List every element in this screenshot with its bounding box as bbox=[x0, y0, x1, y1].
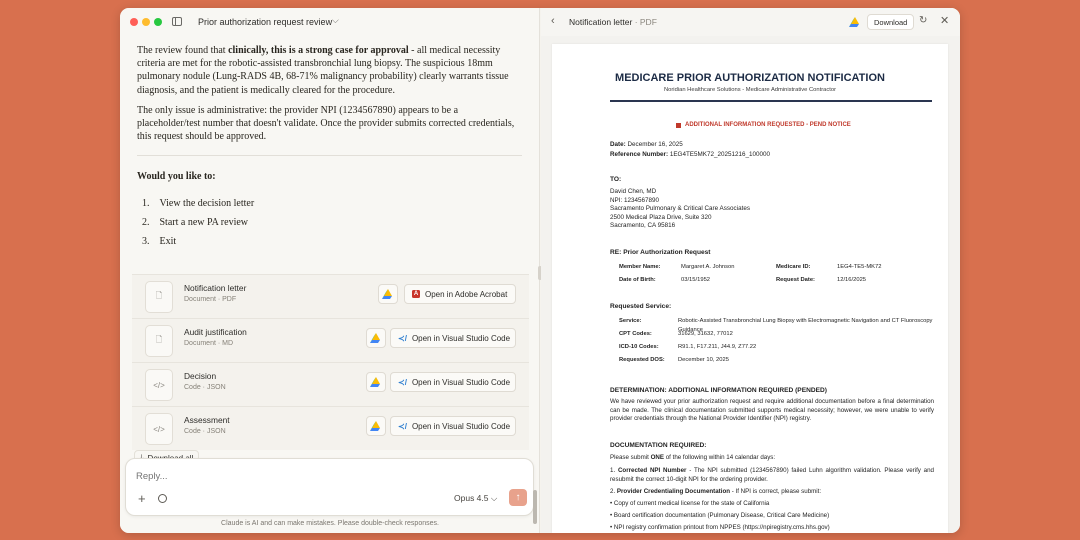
disclaimer: Claude is AI and can make mistakes. Please double-check responses. bbox=[221, 520, 439, 527]
chevron-down-icon[interactable]: ⌵ bbox=[332, 15, 339, 25]
medicare-id: 1EG4-TE5-MK72 bbox=[837, 264, 882, 270]
viewer-file-name: Notification letter bbox=[569, 17, 633, 27]
model-label: Opus 4.5 bbox=[454, 493, 489, 503]
cpt-codes: 31629, 31632, 77012 bbox=[678, 331, 733, 337]
label: CPT Codes: bbox=[619, 331, 652, 337]
viewer-toolbar bbox=[541, 8, 960, 36]
viewer-file-type: · PDF bbox=[634, 17, 657, 27]
to-heading: TO: bbox=[610, 176, 622, 183]
open-label: Open in Visual Studio Code bbox=[411, 377, 511, 387]
determination-text: We have reviewed your prior authorization request and require additional documentation before a final determination can be made. The clinical documentation submitted supports medical necessity; however, we were unable to verify provider credentials through the National Provider Identifier (NPI) registry. bbox=[610, 398, 934, 422]
service-value: Robotic-Assisted Transbronchial Lung Biopsy with Electromagnetic Navigation and CT Fluoroscopy Guidance bbox=[678, 318, 933, 333]
chevron-down-icon: ⌵ bbox=[490, 493, 498, 503]
app-window bbox=[120, 8, 960, 533]
list-label: Exit bbox=[159, 235, 177, 247]
status-text: ADDITIONAL INFORMATION REQUESTED - PEND NOTICE bbox=[685, 122, 851, 128]
document-icon: 🗋 bbox=[145, 281, 173, 313]
date-of-birth: 03/15/1952 bbox=[681, 277, 711, 283]
documentation-item-2 bbox=[610, 488, 934, 497]
model-selector[interactable] bbox=[454, 493, 497, 504]
close-icon[interactable]: ✕ bbox=[940, 15, 950, 27]
chat-title[interactable]: Prior authorization request review bbox=[198, 17, 333, 27]
file-card[interactable] bbox=[132, 318, 529, 362]
minimize-window-button[interactable] bbox=[142, 18, 150, 26]
address-line: Sacramento, CA 95816 bbox=[610, 222, 676, 229]
close-window-button[interactable] bbox=[130, 18, 138, 26]
google-drive-button[interactable] bbox=[366, 416, 386, 436]
icd-codes: R91.1, F17.211, J44.9, Z77.22 bbox=[678, 344, 757, 350]
label: Service: bbox=[619, 318, 642, 324]
history-icon[interactable] bbox=[158, 494, 167, 503]
bold-text: Corrected NPI Number bbox=[617, 467, 687, 474]
text-run: - If NPI is correct, please submit: bbox=[730, 488, 822, 495]
file-meta: Code · JSON bbox=[184, 384, 226, 391]
requested-dos: December 10, 2025 bbox=[678, 357, 729, 363]
google-drive-button[interactable] bbox=[366, 328, 386, 348]
open-in-acrobat-button[interactable] bbox=[404, 284, 516, 304]
address-line: David Chen, MD bbox=[610, 188, 657, 195]
code-icon: </> bbox=[145, 413, 173, 445]
open-in-vscode-button[interactable] bbox=[390, 372, 516, 392]
text-run: 1. bbox=[610, 467, 618, 474]
member-name: Margaret A. Johnson bbox=[681, 264, 735, 270]
chat-panel bbox=[120, 8, 540, 533]
letter-subtitle: Noridian Healthcare Solutions - Medicare Administrative Contractor bbox=[663, 87, 837, 93]
list-item bbox=[142, 194, 522, 213]
google-drive-button[interactable] bbox=[366, 372, 386, 392]
bullet-item: • Board certification documentation (Pulmonary Disease, Critical Care Medicine) bbox=[610, 512, 830, 519]
file-meta: Document · PDF bbox=[184, 296, 237, 303]
back-icon[interactable]: ‹ bbox=[551, 15, 555, 27]
open-label: Open in Adobe Acrobat bbox=[425, 289, 508, 299]
document-viewer bbox=[541, 8, 960, 533]
list-label: View the decision letter bbox=[159, 197, 255, 209]
chat-titlebar bbox=[120, 8, 540, 36]
google-drive-icon[interactable] bbox=[847, 15, 863, 29]
label: Member Name: bbox=[619, 264, 661, 270]
letter-reference bbox=[610, 151, 770, 160]
vscode-icon: ≺/ bbox=[398, 421, 407, 431]
google-drive-icon bbox=[379, 285, 397, 303]
documentation-heading: DOCUMENTATION REQUIRED: bbox=[610, 442, 707, 449]
bullet-item: • Copy of current medical license for the state of California bbox=[610, 500, 770, 507]
documentation-item-1 bbox=[610, 467, 934, 484]
zoom-window-button[interactable] bbox=[154, 18, 162, 26]
file-meta: Code · JSON bbox=[184, 428, 226, 435]
value: 1EG4TE5MK72_20251216_100000 bbox=[669, 151, 770, 158]
file-card[interactable] bbox=[132, 274, 529, 318]
file-list bbox=[132, 274, 529, 450]
label: Request Date: bbox=[776, 277, 815, 283]
letter-date bbox=[610, 141, 683, 150]
label: Date of Birth: bbox=[619, 277, 656, 283]
re-heading: RE: Prior Authorization Request bbox=[610, 249, 711, 256]
open-in-vscode-button[interactable] bbox=[390, 328, 516, 348]
bullet-item: • NPI registry confirmation printout from NPPES (https://npiregistry.cms.hhs.gov) bbox=[610, 524, 830, 531]
message-paragraph bbox=[137, 44, 522, 97]
label: ICD-10 Codes: bbox=[619, 344, 659, 350]
label: Requested DOS: bbox=[619, 357, 665, 363]
list-number: 2. bbox=[142, 216, 150, 228]
address-line: 2500 Medical Plaza Drive, Suite 320 bbox=[610, 213, 712, 221]
message-paragraph: The only issue is administrative: the provider NPI (1234567890) appears to be a placeholder/test number that doesn't validate. Once the provider submits corrected credentials, this request should be approved. bbox=[137, 104, 515, 143]
document-icon: 🗋 bbox=[145, 325, 173, 357]
file-name: Notification letter bbox=[184, 283, 247, 293]
vscode-icon: ≺/ bbox=[398, 333, 407, 343]
google-drive-icon bbox=[367, 417, 385, 435]
list-label: Start a new PA review bbox=[159, 216, 249, 228]
bold-text: Provider Credentialing Documentation bbox=[616, 488, 730, 495]
google-drive-icon bbox=[367, 329, 385, 347]
plus-icon[interactable]: + bbox=[138, 491, 146, 506]
text-run: of the following within 14 calendar days: bbox=[664, 454, 776, 461]
google-drive-button[interactable] bbox=[378, 284, 398, 304]
question-heading: Would you like to: bbox=[137, 171, 216, 183]
bold-text: clinically, this is a strong case for approval bbox=[228, 45, 409, 56]
composer bbox=[125, 458, 534, 516]
acrobat-icon: A bbox=[413, 291, 419, 297]
address-line: Sacramento Pulmonary & Critical Care Associates bbox=[610, 205, 750, 212]
download-button[interactable]: Download bbox=[867, 14, 914, 30]
text-run: - all medical necessity criteria are met for the robotic-assisted transbronchial lung biopsy. The suspicious 18mm pulmonary nodule (Lung-RADS 4B, 68-71% malignancy probability) clearly warrants tissue diagnosis, and the patient is medically cleared for the procedure. bbox=[137, 45, 509, 96]
file-card[interactable] bbox=[132, 362, 529, 406]
pdf-page bbox=[552, 44, 948, 533]
code-icon: </> bbox=[145, 369, 173, 401]
reply-input[interactable] bbox=[136, 471, 386, 482]
file-name: Audit justification bbox=[184, 327, 247, 337]
text-run: Please submit bbox=[610, 454, 651, 461]
list-number: 3. bbox=[142, 235, 150, 247]
vscode-icon: ≺/ bbox=[398, 377, 407, 387]
file-name: Decision bbox=[184, 371, 217, 381]
determination-heading: DETERMINATION: ADDITIONAL INFORMATION REQUIRED (PENDED) bbox=[610, 387, 827, 394]
status-square-icon bbox=[676, 123, 681, 128]
viewer-title bbox=[569, 17, 657, 27]
send-button[interactable]: ↑ bbox=[509, 489, 527, 506]
open-in-vscode-button[interactable] bbox=[390, 416, 516, 436]
address-line: NPI: 1234567890 bbox=[610, 196, 660, 204]
list-item bbox=[142, 232, 522, 251]
file-name: Assessment bbox=[184, 415, 230, 425]
documentation-intro bbox=[610, 454, 934, 463]
list-item bbox=[142, 213, 522, 232]
label: Date: bbox=[610, 141, 626, 148]
text-run: 2. bbox=[610, 488, 617, 495]
text-run: - The NPI submitted (1234567890) failed Luhn algorithm validation. Please verify and resubmit the correct 10-digit NPI for the ordering provider. bbox=[610, 467, 934, 483]
label: Reference Number: bbox=[610, 151, 669, 158]
list-number: 1. bbox=[142, 197, 150, 209]
value: December 16, 2025 bbox=[627, 141, 683, 148]
header-rule bbox=[610, 100, 932, 102]
refresh-icon[interactable]: ↻ bbox=[919, 15, 928, 26]
label: Medicare ID: bbox=[776, 264, 811, 270]
open-label: Open in Visual Studio Code bbox=[411, 333, 511, 343]
status-badge bbox=[676, 121, 851, 130]
open-label: Open in Visual Studio Code bbox=[411, 421, 511, 431]
request-date: 12/16/2025 bbox=[837, 277, 867, 283]
sidebar-toggle-icon[interactable] bbox=[172, 17, 182, 26]
text-run: The review found that bbox=[137, 45, 229, 56]
service-heading: Requested Service: bbox=[610, 303, 672, 310]
divider bbox=[137, 155, 522, 156]
file-meta: Document · MD bbox=[184, 340, 234, 347]
letter-title: MEDICARE PRIOR AUTHORIZATION NOTIFICATION bbox=[615, 72, 885, 84]
file-card[interactable] bbox=[132, 406, 529, 450]
scrollbar[interactable] bbox=[533, 490, 537, 524]
address-block bbox=[610, 188, 750, 231]
bold-text: ONE bbox=[650, 454, 665, 461]
assistant-message bbox=[137, 44, 522, 251]
google-drive-icon bbox=[367, 373, 385, 391]
